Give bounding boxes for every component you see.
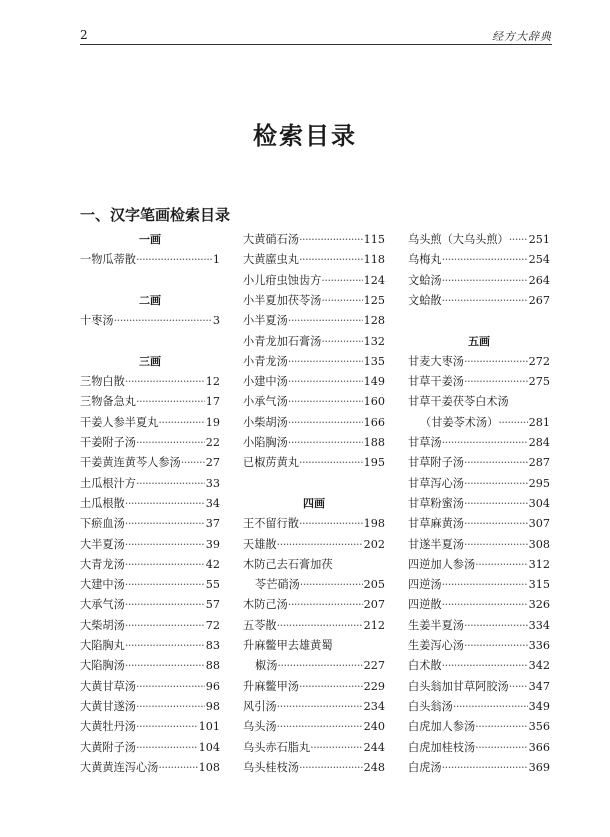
index-entry (408, 697, 550, 717)
entry-page-number: 366 (528, 741, 550, 754)
index-entry (243, 677, 385, 697)
index-entry (243, 595, 385, 615)
leader-dots (442, 758, 528, 778)
leader-dots (158, 413, 204, 433)
entry-page-number: 295 (528, 477, 550, 490)
entry-page-number: 264 (528, 274, 550, 287)
entry-name: 小半夏加茯苓汤 (243, 294, 322, 307)
index-entry (80, 616, 220, 636)
entry-name: 小半夏汤 (243, 314, 288, 327)
leader-dots (509, 230, 528, 250)
index-entry (243, 758, 385, 778)
entry-name: 甘草粉蜜汤 (408, 497, 464, 510)
entry-name: 白头翁加甘草阿胶汤 (408, 680, 509, 693)
leader-dots (475, 555, 528, 575)
index-entry (243, 697, 385, 717)
index-entry (408, 738, 550, 758)
entry-page-number: 55 (205, 578, 220, 591)
index-entry (80, 656, 220, 676)
index-entry (80, 717, 220, 737)
entry-name: 风引汤 (243, 700, 277, 713)
index-entry (80, 392, 220, 412)
entry-name: 大半夏汤 (80, 538, 125, 551)
stroke-group-heading: 一画 (139, 233, 161, 246)
entry-name: 小陷胸汤 (243, 436, 288, 449)
entry-name: 王不留行散 (243, 517, 299, 530)
entry-page-number: 275 (528, 375, 550, 388)
leader-dots (277, 616, 363, 636)
index-entry (243, 717, 385, 737)
header-rule (80, 44, 552, 45)
entry-name: 大陷胸丸 (80, 639, 125, 652)
index-entry (243, 372, 385, 392)
leader-dots (321, 332, 362, 352)
index-entry (80, 535, 220, 555)
index-entry (80, 514, 220, 534)
index-entry (80, 575, 220, 595)
entry-name: 甘遂半夏汤 (408, 538, 464, 551)
leader-dots (181, 453, 205, 473)
index-entry (243, 311, 385, 331)
entry-page-number: 205 (363, 578, 385, 591)
leader-dots (498, 413, 527, 433)
index-entry (80, 413, 220, 433)
leader-dots (136, 250, 212, 270)
entry-page-number: 132 (363, 335, 385, 348)
entry-name: 甘草泻心汤 (408, 477, 464, 490)
index-entry (80, 474, 220, 494)
index-entry (243, 656, 385, 676)
entry-page-number: 22 (205, 436, 220, 449)
entry-name: 大柴胡汤 (80, 619, 125, 632)
entry-name: 白虎加桂枝汤 (408, 741, 476, 754)
index-entry (80, 636, 220, 656)
entry-page-number: 369 (528, 761, 550, 774)
entry-name: 文蛤散 (408, 294, 442, 307)
entry-name: 大承气汤 (80, 598, 125, 611)
entry-name: 大黄黄连泻心汤 (80, 761, 159, 774)
entry-page-number: 315 (528, 578, 550, 591)
stroke-group-heading: 五画 (468, 335, 490, 348)
index-entry (243, 352, 385, 372)
entry-name: 天雄散 (243, 538, 277, 551)
index-entry (408, 595, 550, 615)
index-entry (80, 677, 220, 697)
stroke-group-heading: 二画 (139, 294, 161, 307)
entry-page-number: 195 (363, 456, 385, 469)
entry-name: 甘草附子汤 (408, 456, 464, 469)
entry-name: 四逆汤 (408, 578, 442, 591)
index-entry (408, 433, 550, 453)
leader-dots (136, 392, 205, 412)
entry-page-number: 98 (205, 700, 220, 713)
leader-dots (442, 250, 528, 270)
entry-name: 三物白散 (80, 375, 125, 388)
index-entry (243, 230, 385, 250)
leader-dots (288, 413, 363, 433)
entry-name: 乌梅丸 (408, 253, 442, 266)
entry-page-number: 19 (205, 416, 220, 429)
entry-page-number: 17 (205, 395, 220, 408)
leader-dots (125, 656, 205, 676)
leader-dots (464, 494, 528, 514)
entry-page-number: 312 (528, 558, 550, 571)
entry-page-number: 57 (205, 598, 220, 611)
stroke-group-heading: 三画 (139, 355, 161, 368)
entry-name: 甘麦大枣汤 (408, 355, 464, 368)
entry-name: 文蛤汤 (408, 274, 442, 287)
leader-dots (125, 595, 205, 615)
entry-name: 大黄硝石汤 (243, 233, 299, 246)
entry-page-number: 287 (528, 456, 550, 469)
entry-page-number: 334 (528, 619, 550, 632)
entry-page-number: 166 (363, 416, 385, 429)
leader-dots (464, 535, 528, 555)
entry-page-number: 212 (363, 619, 385, 632)
entry-page-number: 39 (205, 538, 220, 551)
entry-name: 干姜附子汤 (80, 436, 136, 449)
entry-page-number: 125 (363, 294, 385, 307)
entry-page-number: 254 (528, 253, 550, 266)
leader-dots (299, 230, 363, 250)
index-entry (80, 494, 220, 514)
entry-page-number: 101 (198, 720, 220, 733)
leader-dots (475, 738, 528, 758)
leader-dots (288, 352, 363, 372)
index-entry (408, 656, 550, 676)
entry-name: 土瓜根散 (80, 497, 125, 510)
leader-dots (299, 250, 363, 270)
leader-dots (136, 738, 198, 758)
entry-page-number: 307 (528, 517, 550, 530)
entry-page-number: 33 (205, 477, 220, 490)
leader-dots (125, 514, 205, 534)
entry-page-number: 356 (528, 720, 550, 733)
leader-dots (464, 474, 528, 494)
entry-page-number: 108 (198, 761, 220, 774)
index-column-3 (408, 230, 550, 790)
entry-name: 大黄甘遂汤 (80, 700, 136, 713)
leader-dots (442, 271, 528, 291)
index-entry (80, 738, 220, 758)
entry-name: 升麻鳖甲去雄黄蜀 (243, 639, 333, 652)
leader-dots (509, 677, 528, 697)
index-entry (408, 575, 550, 595)
entry-name: 大黄牡丹汤 (80, 720, 136, 733)
entry-page-number: 12 (205, 375, 220, 388)
leader-dots (158, 758, 197, 778)
entry-page-number: 118 (363, 253, 385, 266)
index-entry (408, 677, 550, 697)
leader-dots (299, 758, 363, 778)
leader-dots (288, 595, 363, 615)
entry-name: 甘草麻黄汤 (408, 517, 464, 530)
leader-dots (136, 697, 205, 717)
entry-page-number: 135 (363, 355, 385, 368)
entry-page-number: 326 (528, 598, 550, 611)
leader-dots (125, 494, 205, 514)
entry-name: 木防己去石膏加茯 (243, 558, 333, 571)
index-entry (80, 595, 220, 615)
entry-name: 十枣汤 (80, 314, 114, 327)
entry-name: 生姜半夏汤 (408, 619, 464, 632)
entry-name: 大黄甘草汤 (80, 680, 136, 693)
index-entry (243, 738, 385, 758)
leader-dots (321, 271, 362, 291)
index-entry (243, 555, 385, 575)
index-entry (243, 291, 385, 311)
leader-dots (321, 291, 362, 311)
entry-page-number: 42 (205, 558, 220, 571)
entry-page-number: 308 (528, 538, 550, 551)
index-entry (80, 311, 220, 331)
index-entry (408, 474, 550, 494)
entry-page-number: 188 (363, 436, 385, 449)
index-entry (408, 271, 550, 291)
index-entry (80, 758, 220, 778)
entry-page-number: 207 (363, 598, 385, 611)
leader-dots (288, 311, 363, 331)
leader-dots (136, 677, 205, 697)
index-entry (243, 616, 385, 636)
running-title: 经方大辞典 (492, 30, 552, 43)
entry-page-number: 281 (528, 416, 550, 429)
leader-dots (464, 636, 528, 656)
entry-name: 白虎汤 (408, 761, 442, 774)
entry-page-number: 342 (528, 659, 550, 672)
entry-name: 大黄附子汤 (80, 741, 136, 754)
leader-dots (136, 717, 198, 737)
entry-page-number: 128 (363, 314, 385, 327)
entry-name: 四逆散 (408, 598, 442, 611)
entry-name: 白术散 (408, 659, 442, 672)
index-entry (243, 514, 385, 534)
leader-dots (464, 453, 528, 473)
index-entry (408, 392, 550, 412)
index-entry (243, 271, 385, 291)
entry-page-number: 160 (363, 395, 385, 408)
index-entry (408, 535, 550, 555)
stroke-group-heading: 四画 (303, 497, 325, 510)
index-entry (408, 494, 550, 514)
entry-page-number: 244 (363, 741, 385, 754)
entry-page-number: 304 (528, 497, 550, 510)
index-entry (408, 413, 550, 433)
leader-dots (310, 738, 363, 758)
entry-name: 升麻鳖甲汤 (243, 680, 299, 693)
index-entry (243, 433, 385, 453)
entry-page-number: 88 (205, 659, 220, 672)
entry-page-number: 202 (363, 538, 385, 551)
entry-page-number: 347 (528, 680, 550, 693)
section-title: 一、汉字笔画检索目录 (80, 206, 231, 224)
entry-name: 一物瓜蒂散 (80, 253, 136, 266)
entry-name: 甘草干姜汤 (408, 375, 464, 388)
entry-page-number: 27 (205, 456, 220, 469)
entry-page-number: 72 (205, 619, 220, 632)
page-title: 检索目录 (253, 122, 357, 150)
entry-name: 大陷胸汤 (80, 659, 125, 672)
index-entry (80, 697, 220, 717)
leader-dots (125, 575, 205, 595)
entry-name: 乌头汤 (243, 720, 277, 733)
entry-name: 三物备急丸 (80, 395, 136, 408)
leader-dots (125, 555, 205, 575)
index-entry (243, 392, 385, 412)
entry-name: 大黄䗪虫丸 (243, 253, 299, 266)
leader-dots (125, 616, 205, 636)
entry-name: 干姜人参半夏丸 (80, 416, 159, 429)
leader-dots (288, 433, 363, 453)
entry-name: 小承气汤 (243, 395, 288, 408)
leader-dots (442, 656, 528, 676)
entry-page-number: 1 (212, 253, 220, 266)
entry-name: 大青龙汤 (80, 558, 125, 571)
page-header (80, 26, 552, 46)
entry-page-number: 37 (205, 517, 220, 530)
index-entry (243, 453, 385, 473)
leader-dots (136, 474, 205, 494)
index-entry (408, 352, 550, 372)
entry-name: 白虎加人参汤 (408, 720, 476, 733)
leader-dots (114, 311, 212, 331)
index-entry (408, 717, 550, 737)
leader-dots (277, 535, 363, 555)
entry-page-number: 34 (205, 497, 220, 510)
entry-page-number: 115 (363, 233, 385, 246)
entry-name: 下瘀血汤 (80, 517, 125, 530)
index-entry (408, 636, 550, 656)
leader-dots (299, 677, 363, 697)
leader-dots (442, 595, 528, 615)
index-entry (243, 535, 385, 555)
entry-page-number: 198 (363, 517, 385, 530)
leader-dots (442, 575, 528, 595)
index-entry (243, 636, 385, 656)
leader-dots (288, 372, 363, 392)
index-entry (80, 433, 220, 453)
index-entry (243, 250, 385, 270)
index-entry (408, 453, 550, 473)
leader-dots (299, 453, 363, 473)
leader-dots (442, 291, 528, 311)
entry-page-number: 3 (212, 314, 220, 327)
entry-name: 乌头煎（大乌头煎） (408, 233, 509, 246)
entry-page-number: 234 (363, 700, 385, 713)
index-entry (243, 413, 385, 433)
entry-name: 土瓜根汁方 (80, 477, 136, 490)
entry-name: 小儿疳虫蚀齿方 (243, 274, 322, 287)
leader-dots (475, 717, 528, 737)
entry-name: 椒汤 (255, 659, 278, 672)
entry-page-number: 227 (363, 659, 385, 672)
entry-name: 乌头赤石脂丸 (243, 741, 311, 754)
entry-name: 小青龙汤 (243, 355, 288, 368)
entry-page-number: 124 (363, 274, 385, 287)
leader-dots (299, 514, 363, 534)
leader-dots (464, 514, 528, 534)
leader-dots (136, 433, 205, 453)
entry-page-number: 83 (205, 639, 220, 652)
index-entry (80, 372, 220, 392)
index-entry (408, 230, 550, 250)
index-entry (408, 250, 550, 270)
entry-name: 小建中汤 (243, 375, 288, 388)
entry-page-number: 284 (528, 436, 550, 449)
leader-dots (300, 575, 363, 595)
entry-page-number: 248 (363, 761, 385, 774)
index-entry (408, 555, 550, 575)
entry-page-number: 251 (528, 233, 550, 246)
leader-dots (288, 392, 363, 412)
entry-page-number: 267 (528, 294, 550, 307)
index-entry (80, 453, 220, 473)
index-entry (243, 575, 385, 595)
entry-name: 生姜泻心汤 (408, 639, 464, 652)
entry-page-number: 96 (205, 680, 220, 693)
leader-dots (277, 697, 363, 717)
entry-name: 甘草干姜茯苓白术汤 (408, 395, 509, 408)
entry-name: 四逆加人参汤 (408, 558, 476, 571)
entry-page-number: 229 (363, 680, 385, 693)
leader-dots (453, 697, 528, 717)
leader-dots (442, 433, 528, 453)
leader-dots (125, 535, 205, 555)
entry-name: 小柴胡汤 (243, 416, 288, 429)
entry-page-number: 104 (198, 741, 220, 754)
entry-name: 五苓散 (243, 619, 277, 632)
index-entry (243, 332, 385, 352)
leader-dots (125, 372, 205, 392)
entry-page-number: 149 (363, 375, 385, 388)
leader-dots (464, 352, 528, 372)
index-entry (408, 514, 550, 534)
entry-name: 白头翁汤 (408, 700, 453, 713)
index-entry (408, 372, 550, 392)
entry-name: 小青龙加石膏汤 (243, 335, 322, 348)
index-column-1 (80, 230, 220, 790)
entry-name: （甘姜苓术汤） (420, 416, 499, 429)
entry-name: 乌头桂枝汤 (243, 761, 299, 774)
entry-name: 苓芒硝汤 (255, 578, 300, 591)
leader-dots (464, 372, 528, 392)
index-entry (80, 250, 220, 270)
entry-name: 已椒苈黄丸 (243, 456, 299, 469)
page-number: 2 (80, 28, 88, 42)
entry-page-number: 240 (363, 720, 385, 733)
entry-name: 干姜黄连黄芩人参汤 (80, 456, 181, 469)
entry-page-number: 272 (528, 355, 550, 368)
entry-page-number: 349 (528, 700, 550, 713)
entry-page-number: 336 (528, 639, 550, 652)
leader-dots (277, 656, 362, 676)
leader-dots (125, 636, 205, 656)
entry-name: 甘草汤 (408, 436, 442, 449)
index-entry (408, 758, 550, 778)
index-entry (408, 291, 550, 311)
leader-dots (464, 616, 528, 636)
index-entry (80, 555, 220, 575)
entry-name: 木防己汤 (243, 598, 288, 611)
entry-name: 大建中汤 (80, 578, 125, 591)
leader-dots (277, 717, 363, 737)
index-column-2 (243, 230, 385, 790)
index-entry (408, 616, 550, 636)
